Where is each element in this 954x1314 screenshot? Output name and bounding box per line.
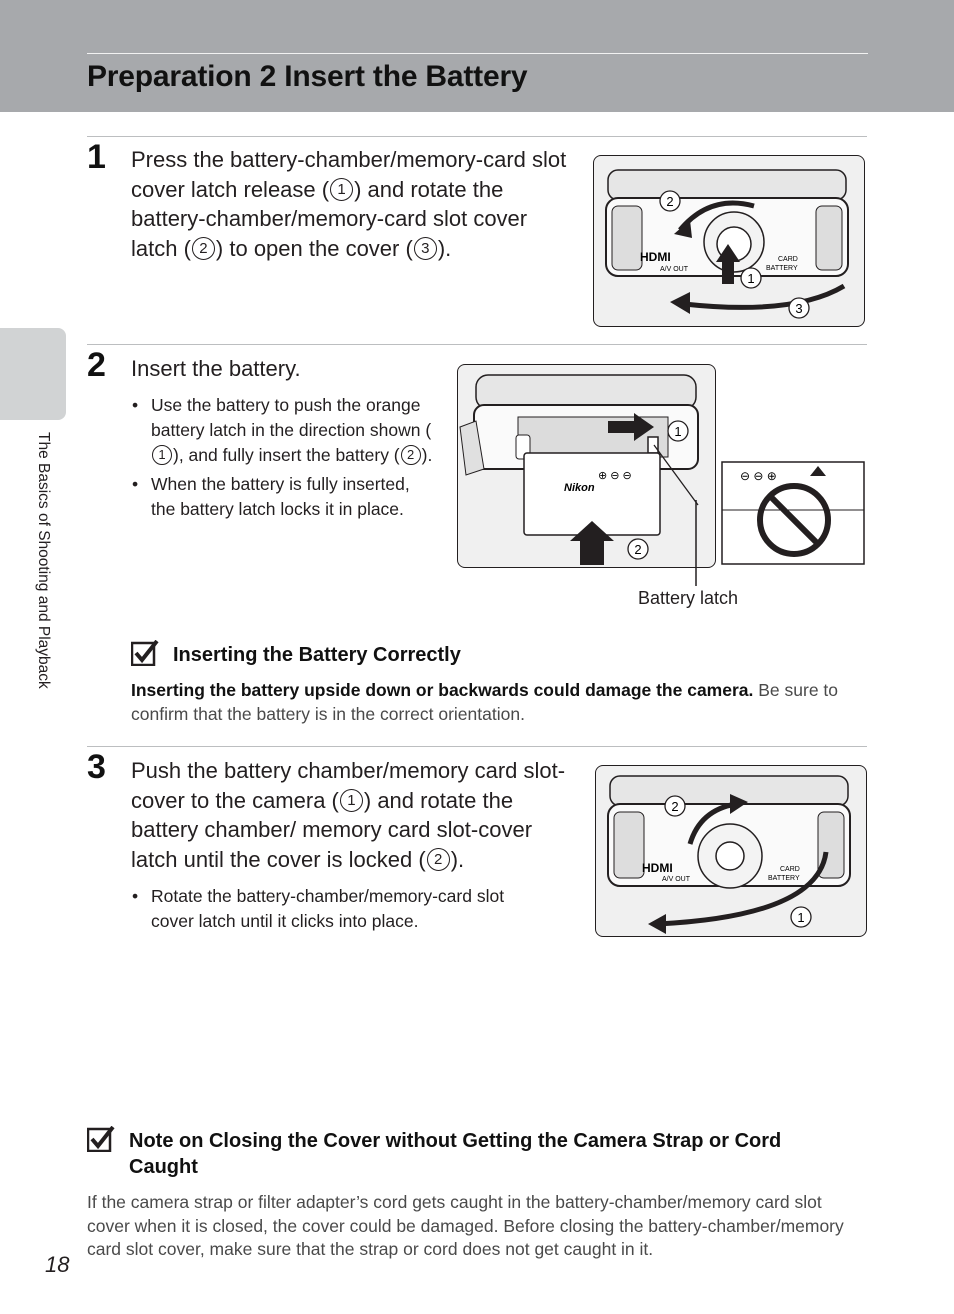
step1-marker-1: 1: [330, 178, 353, 201]
fig1-marker-3: 3: [795, 301, 803, 316]
note1-body-bold: Inserting the battery upside down or backwards could damage the camera.: [131, 680, 754, 700]
step3-text-c: ).: [450, 846, 465, 872]
step2-bullet1-marker-1: 1: [152, 445, 172, 465]
step1-text-b: ) and rotate the battery-chamber/memory-card slot cover latch (: [131, 176, 528, 261]
step2-text: Insert the battery.: [131, 356, 301, 381]
step3-number: 3: [87, 748, 106, 786]
page-title: Preparation 2 Insert the Battery: [87, 60, 528, 93]
step3-bullets: [131, 884, 551, 938]
step1-text-d: ).: [437, 235, 452, 261]
step2-rule: [87, 344, 867, 345]
header-rule: [87, 53, 868, 54]
page-number: 18: [45, 1252, 70, 1277]
step3-text-b: ) and rotate the battery chamber/ memory card slot-cover latch until the cover is locked (: [131, 787, 533, 872]
section-label: The Basics of Shooting and Playback: [35, 432, 52, 689]
polarity-marks: ⊕ ⊖ ⊖: [598, 470, 632, 482]
step1-text: [131, 145, 579, 263]
step1-text-a: Press the battery-chamber/memory-card slot cover latch release (: [131, 147, 567, 202]
hdmi-label: HDMI: [640, 250, 671, 264]
step1-marker-3: 3: [414, 237, 437, 260]
step2-illustration: [457, 364, 716, 568]
nikon-brand: Nikon: [564, 482, 595, 494]
step1-rule: [87, 136, 867, 137]
hdmi-label-3: HDMI: [642, 861, 673, 875]
fig2-marker-2: 2: [634, 542, 642, 557]
note1-heading: [131, 640, 461, 668]
step1-illustration: [593, 155, 865, 327]
battery-latch-caption: Battery latch: [638, 588, 739, 608]
page-header: [0, 0, 954, 112]
fig3-marker-2: 2: [671, 799, 679, 814]
step2-bullet1-text-b: ), and fully insert the battery (: [173, 445, 400, 465]
step3-camera-drawing: [596, 766, 866, 936]
step2-bullet1-text-a: Use the battery to push the orange battery latch in the direction shown (: [151, 395, 432, 440]
battery-label-3: BATTERY: [768, 875, 800, 882]
note1-title: Inserting the Battery Correctly: [173, 644, 461, 666]
step3-bullet-1: • Rotate the battery-chamber/memory-card slot cover latch until it clicks into place.: [131, 884, 551, 934]
step2-bullet1-marker-2: 2: [401, 445, 421, 465]
av-out-label-3: A/V OUT: [662, 876, 691, 883]
step3-text: [131, 756, 571, 874]
note2-heading: [87, 1126, 847, 1180]
check-icon: [131, 640, 159, 666]
step3-rule: [87, 746, 867, 747]
card-label-3: CARD: [780, 866, 800, 873]
fig3-marker-1: 1: [797, 910, 805, 925]
note2-body: If the camera strap or filter adapter’s cord gets caught in the battery-chamber/memory card slot cover when it is closed, the cover could be damaged. Before closing the battery-chamber/memory card slot cover, make sure that the strap or cord does not get caught in it.: [87, 1192, 844, 1259]
step1-camera-drawing: [594, 156, 864, 326]
step1-marker-2: 2: [192, 237, 215, 260]
step2-camera-drawing: [458, 365, 715, 567]
note2-title: Note on Closing the Cover without Getting the Camera Strap or Cord Caught: [129, 1130, 782, 1178]
av-out-label: A/V OUT: [660, 266, 689, 273]
card-label: CARD: [778, 256, 798, 263]
note1-body: [131, 678, 866, 726]
battery-label: BATTERY: [766, 265, 798, 272]
check-icon: [87, 1126, 115, 1152]
note1-body-text: Be sure to confirm that the battery is in the correct orientation.: [131, 680, 839, 724]
step2-bullet-2: • When the battery is fully inserted, the battery latch locks it in place.: [131, 472, 436, 522]
wrong-orientation-battery: [718, 454, 868, 568]
fig1-marker-2: 2: [666, 194, 674, 209]
fig1-marker-1: 1: [747, 271, 755, 286]
step3-marker-1: 1: [340, 789, 363, 812]
step3-marker-2: 2: [427, 848, 450, 871]
step3-illustration: [595, 765, 867, 937]
step2-bullet1-text-c: ).: [421, 445, 433, 465]
section-tab: [0, 328, 66, 420]
step3-text-a: Push the battery chamber/memory card slot-cover to the camera (: [131, 758, 566, 813]
battery-polarity-reversed: ⊖ ⊖ ⊕: [740, 469, 777, 483]
step1-text-c: ) to open the cover (: [215, 235, 413, 261]
fig2-marker-1: 1: [674, 424, 682, 439]
step1-number: 1: [87, 138, 106, 176]
step2-number: 2: [87, 346, 106, 384]
battery-latch-leader: [690, 500, 702, 586]
step2-bullets: [131, 393, 436, 526]
step2-bullet-1: [131, 393, 436, 468]
